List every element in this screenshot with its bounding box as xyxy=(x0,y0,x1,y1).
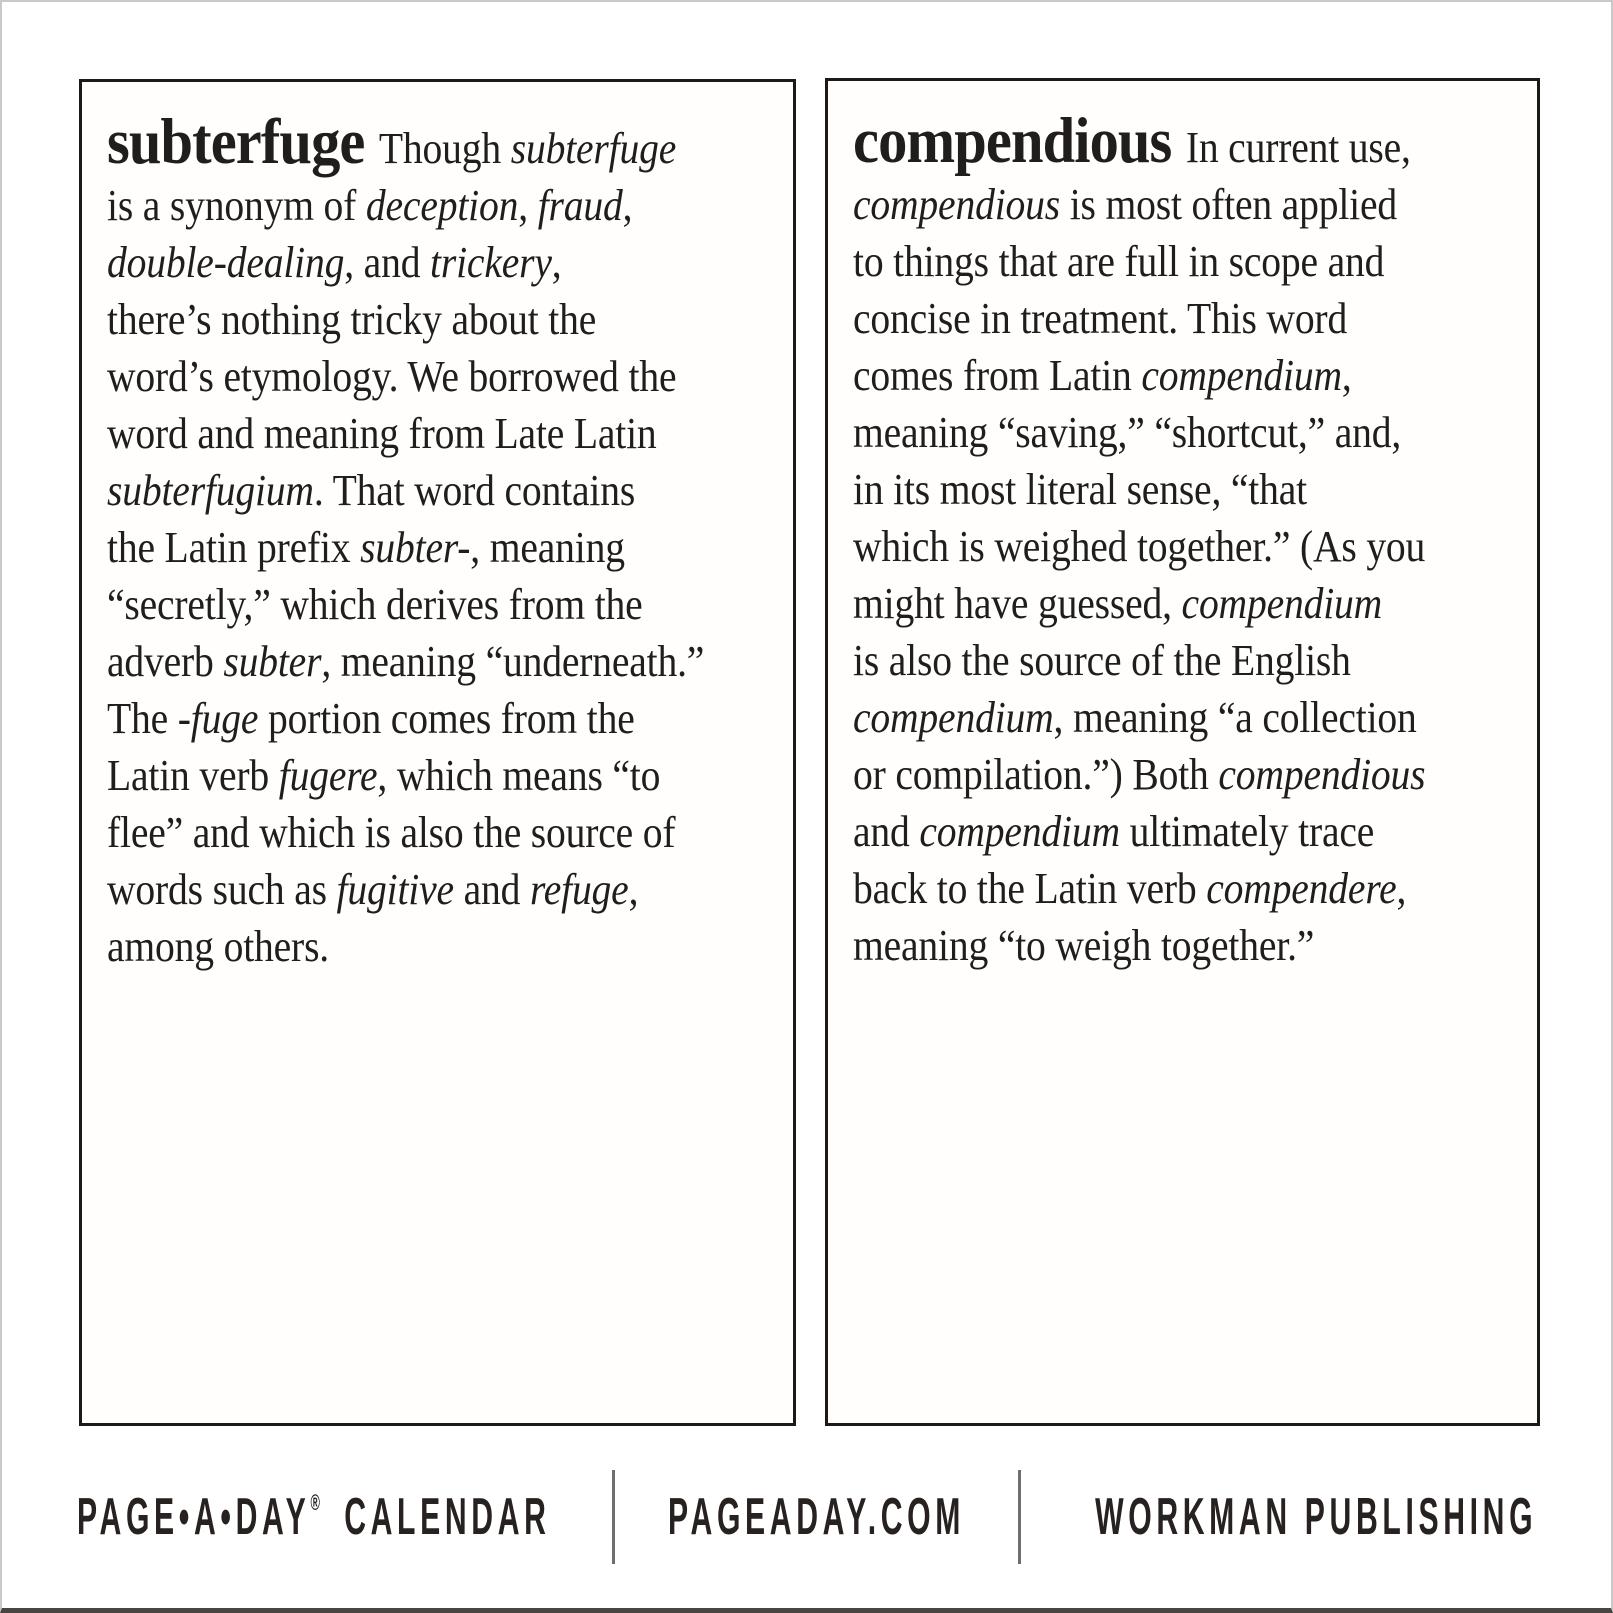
body-text: word’s etymology. We borrowed the xyxy=(107,352,677,401)
body-text: there’s nothing tricky about the xyxy=(107,295,597,344)
text-line xyxy=(853,347,1555,404)
text-line xyxy=(107,576,809,633)
italic-term: double-dealing xyxy=(107,238,345,287)
registered-trademark-symbol: ® xyxy=(310,1490,320,1515)
text-line xyxy=(853,176,1555,233)
text-line xyxy=(853,746,1555,803)
italic-term: deception xyxy=(365,181,519,230)
italic-term: compendere xyxy=(1206,864,1397,913)
text-line xyxy=(853,917,1555,974)
italic-term: compendium xyxy=(919,807,1120,856)
brand-name: PAGE•A•DAY xyxy=(77,1488,311,1546)
body-text: , meaning xyxy=(470,523,625,572)
text-line xyxy=(107,348,809,405)
body-text: , xyxy=(1396,864,1407,913)
text-line xyxy=(107,690,809,747)
body-text: portion comes from the xyxy=(258,694,635,743)
body-text: , xyxy=(1341,351,1352,400)
body-text: , and xyxy=(344,238,431,287)
body-text: to things that are full in scope and xyxy=(853,237,1385,286)
body-text: meaning “to weigh together.” xyxy=(853,921,1315,970)
body-text: , xyxy=(622,181,633,230)
body-text: in its most literal sense, “that xyxy=(853,465,1307,514)
text-line xyxy=(107,918,809,975)
text-line xyxy=(107,291,809,348)
italic-term: fraud xyxy=(537,181,623,230)
brand-word-calendar: CALENDAR xyxy=(344,1488,551,1546)
text-line xyxy=(107,405,809,462)
body-text: and xyxy=(453,865,530,914)
body-text: flee” and which is also the source of xyxy=(107,808,676,857)
italic-term: trickery xyxy=(430,238,552,287)
text-line xyxy=(853,105,1555,177)
text-line xyxy=(107,234,809,291)
body-text: is also the source of the English xyxy=(853,636,1351,685)
text-line xyxy=(853,404,1555,461)
body-text: word and meaning from Late Latin xyxy=(107,409,657,458)
text-line xyxy=(107,633,809,690)
body-text: , xyxy=(551,238,562,287)
footer-divider-right xyxy=(1018,1470,1021,1564)
text-line xyxy=(853,632,1555,689)
text-line xyxy=(107,462,809,519)
body-text: is a synonym of xyxy=(107,181,366,230)
text-line xyxy=(107,804,809,861)
body-text: Though xyxy=(378,124,511,173)
body-text: , xyxy=(518,181,538,230)
italic-term: fugitive xyxy=(336,865,454,914)
body-text: Latin verb xyxy=(107,751,279,800)
body-text: meaning “saving,” “shortcut,” and, xyxy=(853,408,1402,457)
text-line xyxy=(853,803,1555,860)
entry-text-subterfuge xyxy=(107,106,809,975)
body-text: , which means “to xyxy=(377,751,661,800)
italic-term: compendium xyxy=(853,693,1054,742)
body-text: concise in treatment. This word xyxy=(853,294,1348,343)
body-text: might have guessed, xyxy=(853,579,1182,628)
text-line xyxy=(853,575,1555,632)
body-text: the Latin prefix xyxy=(107,523,361,572)
italic-term: compendium xyxy=(1141,351,1342,400)
italic-term: subterfugium xyxy=(107,466,314,515)
body-text: or compilation.”) Both xyxy=(853,750,1219,799)
body-text: and xyxy=(853,807,920,856)
body-text: back to the Latin verb xyxy=(853,864,1207,913)
body-text: , meaning “a collection xyxy=(1053,693,1417,742)
italic-term: subter xyxy=(223,637,322,686)
italic-term: subterfuge xyxy=(510,124,677,173)
footer-website: PAGEADAY.COM xyxy=(668,1488,966,1546)
body-text: which is weighed together.” (As you xyxy=(853,522,1426,571)
text-line xyxy=(853,860,1555,917)
headword: subterfuge xyxy=(107,106,365,178)
body-text: comes from Latin xyxy=(853,351,1142,400)
body-text: adverb xyxy=(107,637,224,686)
italic-term: compendious xyxy=(853,180,1060,229)
text-line xyxy=(853,518,1555,575)
text-line xyxy=(107,861,809,918)
italic-term: compendious xyxy=(1218,750,1426,799)
footer xyxy=(2,1470,1613,1564)
entry-card-subterfuge xyxy=(79,79,796,1426)
body-text: is most often applied xyxy=(1059,180,1397,229)
body-text: among others. xyxy=(107,922,330,971)
text-line xyxy=(107,747,809,804)
text-line xyxy=(107,177,809,234)
body-text: , xyxy=(628,865,639,914)
entry-card-compendious xyxy=(825,78,1540,1426)
italic-term: refuge xyxy=(529,865,629,914)
text-line xyxy=(853,233,1555,290)
text-line xyxy=(853,461,1555,518)
headword: compendious xyxy=(853,105,1172,177)
entry-text-compendious xyxy=(853,105,1555,974)
body-text: , meaning “underneath.” xyxy=(321,637,705,686)
italic-term: -fuge xyxy=(177,694,259,743)
brand-page-a-day-calendar xyxy=(77,1487,551,1547)
text-line xyxy=(853,290,1555,347)
body-text: The xyxy=(107,694,178,743)
body-text: In current use, xyxy=(1185,123,1411,172)
body-text: ultimately trace xyxy=(1119,807,1375,856)
body-text: words such as xyxy=(107,865,337,914)
text-line xyxy=(107,106,809,178)
italic-term: subter- xyxy=(360,523,471,572)
text-line xyxy=(853,689,1555,746)
body-text: . That word contains xyxy=(313,466,636,515)
italic-term: fugere xyxy=(278,751,378,800)
footer-publisher: WORKMAN PUBLISHING xyxy=(1094,1488,1537,1546)
body-text: “secretly,” which derives from the xyxy=(107,580,643,629)
text-line xyxy=(107,519,809,576)
footer-divider-left xyxy=(612,1470,615,1564)
italic-term: compendium xyxy=(1181,579,1383,628)
